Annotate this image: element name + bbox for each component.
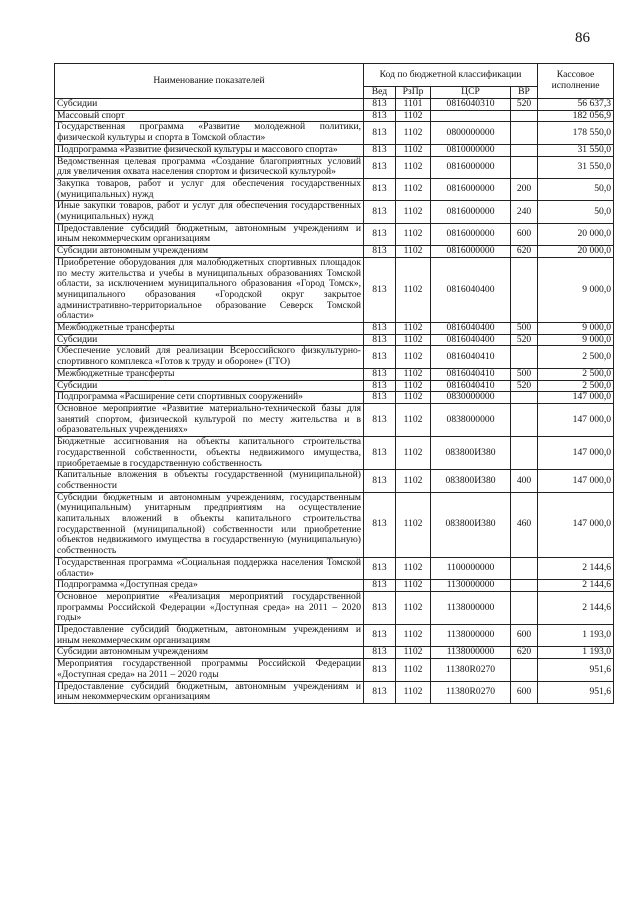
row-amount: 951,6: [538, 659, 614, 681]
table-row: [55, 178, 614, 200]
row-vr: [511, 122, 538, 144]
row-rzpr: 1102: [396, 380, 431, 392]
row-vr: [511, 144, 538, 156]
row-name: Основное мероприятие «Развитие материально-технической базы для занятий спортом, физической культурой по месту жительства и в образовательных учреждениях»: [55, 403, 364, 436]
row-vr: [511, 659, 538, 681]
row-ved: 813: [364, 492, 396, 557]
row-name: Предоставление субсидий бюджетным, автономным учреждениям и иным некоммерческим организациям: [55, 681, 364, 703]
row-name: Обеспечение условий для реализации Всероссийского физкультурно-спортивного комплекса «Готов к труду и обороне» (ГТО): [55, 346, 364, 368]
row-csr: 11380R0270: [431, 681, 511, 703]
table-row: [55, 470, 614, 492]
row-vr: [511, 403, 538, 436]
row-vr: 240: [511, 201, 538, 223]
row-rzpr: 1102: [396, 334, 431, 346]
row-vr: 520: [511, 380, 538, 392]
row-ved: 813: [364, 557, 396, 579]
row-amount: 147 000,0: [538, 403, 614, 436]
row-amount: 2 144,6: [538, 580, 614, 592]
row-ved: 813: [364, 647, 396, 659]
row-amount: 9 000,0: [538, 257, 614, 322]
row-rzpr: 1102: [396, 625, 431, 647]
row-rzpr: 1102: [396, 323, 431, 335]
row-rzpr: 1102: [396, 178, 431, 200]
row-name: Субсидии автономным учреждениям: [55, 647, 364, 659]
row-rzpr: 1102: [396, 368, 431, 380]
row-csr: 0800000000: [431, 122, 511, 144]
row-vr: [511, 257, 538, 322]
row-amount: 951,6: [538, 681, 614, 703]
table-row: [55, 368, 614, 380]
row-vr: 400: [511, 470, 538, 492]
row-rzpr: 1102: [396, 257, 431, 322]
row-csr: 0816040410: [431, 380, 511, 392]
row-name: Государственная программа «Социальная поддержка населения Томской области»: [55, 557, 364, 579]
row-csr: 0816000000: [431, 246, 511, 258]
row-amount: 178 550,0: [538, 122, 614, 144]
row-vr: [511, 156, 538, 178]
row-ved: 813: [364, 681, 396, 703]
row-vr: 500: [511, 368, 538, 380]
row-rzpr: 1102: [396, 681, 431, 703]
row-amount: 2 500,0: [538, 380, 614, 392]
row-ved: 813: [364, 659, 396, 681]
row-ved: 813: [364, 122, 396, 144]
table-row: [55, 392, 614, 404]
row-csr: 0810000000: [431, 144, 511, 156]
row-vr: 200: [511, 178, 538, 200]
row-amount: 20 000,0: [538, 223, 614, 245]
table-row: [55, 681, 614, 703]
row-amount: 147 000,0: [538, 470, 614, 492]
row-name: Межбюджетные трансферты: [55, 323, 364, 335]
row-vr: [511, 591, 538, 624]
row-name: Бюджетные ассигнования на объекты капитального строительства государственной собственности, объекты недвижимого имущества, приобретаемые в государственную собственность: [55, 437, 364, 470]
row-csr: 083800И380: [431, 470, 511, 492]
row-vr: [511, 346, 538, 368]
row-csr: 0830000000: [431, 392, 511, 404]
row-vr: 600: [511, 625, 538, 647]
row-rzpr: 1102: [396, 346, 431, 368]
row-name: Закупка товаров, работ и услуг для обеспечения государственных (муниципальных) нужд: [55, 178, 364, 200]
row-name: Приобретение оборудования для малобюджетных спортивных площадок по месту жительства и учебы в муниципальных образованиях Томской области, за исключением муниципального образования «Город Томск», муниципального образования «Городской округ закрытое административно-территориальное образование Северск Томской области»: [55, 257, 364, 322]
row-rzpr: 1102: [396, 392, 431, 404]
row-ved: 813: [364, 437, 396, 470]
table-row: [55, 156, 614, 178]
row-rzpr: 1102: [396, 403, 431, 436]
table-row: [55, 334, 614, 346]
row-name: Государственная программа «Развитие молодежной политики, физической культуры и спорта в Томской области»: [55, 122, 364, 144]
row-amount: 1 193,0: [538, 625, 614, 647]
row-vr: [511, 392, 538, 404]
table-row: [55, 323, 614, 335]
row-name: Капитальные вложения в объекты государственной (муниципальной) собственности: [55, 470, 364, 492]
row-vr: [511, 580, 538, 592]
row-csr: 1130000000: [431, 580, 511, 592]
row-csr: 11380R0270: [431, 659, 511, 681]
column-header-ved: Вед: [364, 87, 396, 99]
column-header-code-group: Код по бюджетной классификации: [364, 64, 538, 87]
row-csr: 0816040310: [431, 99, 511, 111]
table-row: [55, 346, 614, 368]
row-csr: 1138000000: [431, 591, 511, 624]
row-amount: 9 000,0: [538, 334, 614, 346]
table-row: [55, 110, 614, 122]
row-ved: 813: [364, 257, 396, 322]
column-header-amount: Кассовое исполнение: [538, 64, 614, 99]
row-vr: [511, 557, 538, 579]
row-csr: 0816000000: [431, 223, 511, 245]
row-rzpr: 1102: [396, 223, 431, 245]
row-name: Основное мероприятие «Реализация мероприятий государственной программы Российской Федерации «Доступная среда» на 2011 – 2020 годы»: [55, 591, 364, 624]
row-ved: 813: [364, 346, 396, 368]
row-name: Субсидии: [55, 380, 364, 392]
row-ved: 813: [364, 99, 396, 111]
row-amount: 9 000,0: [538, 323, 614, 335]
row-csr: 083800И380: [431, 437, 511, 470]
row-ved: 813: [364, 625, 396, 647]
row-ved: 813: [364, 144, 396, 156]
table-row: [55, 647, 614, 659]
column-header-name: Наименование показателей: [55, 64, 364, 99]
row-name: Ведомственная целевая программа «Создание благоприятных условий для увеличения охвата населения спортом и физической культурой»: [55, 156, 364, 178]
row-name: Мероприятия государственной программы Российской Федерации «Доступная среда» на 2011 – 2020 годы: [55, 659, 364, 681]
table-row: [55, 437, 614, 470]
row-vr: 460: [511, 492, 538, 557]
row-ved: 813: [364, 392, 396, 404]
row-amount: 147 000,0: [538, 437, 614, 470]
table-row: [55, 403, 614, 436]
row-name: Подпрограмма «Доступная среда»: [55, 580, 364, 592]
row-ved: 813: [364, 368, 396, 380]
table-row: [55, 99, 614, 111]
table-row: [55, 380, 614, 392]
row-amount: 1 193,0: [538, 647, 614, 659]
row-vr: 620: [511, 246, 538, 258]
row-name: Субсидии автономным учреждениям: [55, 246, 364, 258]
row-ved: 813: [364, 334, 396, 346]
row-vr: 500: [511, 323, 538, 335]
row-amount: 31 550,0: [538, 144, 614, 156]
row-rzpr: 1102: [396, 437, 431, 470]
row-amount: 182 056,9: [538, 110, 614, 122]
row-rzpr: 1101: [396, 99, 431, 111]
row-rzpr: 1102: [396, 591, 431, 624]
column-header-vr: ВР: [511, 87, 538, 99]
table-row: [55, 246, 614, 258]
row-ved: 813: [364, 246, 396, 258]
row-name: Межбюджетные трансферты: [55, 368, 364, 380]
row-name: Субсидии бюджетным и автономным учреждениям, государственным (муниципальным) унитарным предприятиям на осуществление капитальных вложений в объекты капитального строительства государственной (муниципальной) собственности или приобретение объектов недвижимого имущества в государственную (муниципальную) собственность: [55, 492, 364, 557]
table-row: [55, 492, 614, 557]
column-header-csr: ЦСР: [431, 87, 511, 99]
table-row: [55, 201, 614, 223]
row-csr: 1138000000: [431, 625, 511, 647]
row-csr: 1100000000: [431, 557, 511, 579]
row-ved: 813: [364, 156, 396, 178]
row-vr: [511, 110, 538, 122]
row-name: Субсидии: [55, 99, 364, 111]
page-number: 86: [575, 30, 590, 46]
table-row: [55, 580, 614, 592]
table-row: [55, 122, 614, 144]
row-name: Предоставление субсидий бюджетным, автономным учреждениям и иным некоммерческим организациям: [55, 223, 364, 245]
row-csr: 083800И380: [431, 492, 511, 557]
row-vr: 520: [511, 334, 538, 346]
row-ved: 813: [364, 223, 396, 245]
row-amount: 2 144,6: [538, 557, 614, 579]
row-ved: 813: [364, 591, 396, 624]
row-vr: 620: [511, 647, 538, 659]
table-row: [55, 659, 614, 681]
row-vr: 600: [511, 223, 538, 245]
row-ved: 813: [364, 380, 396, 392]
table-row: [55, 257, 614, 322]
row-ved: 813: [364, 178, 396, 200]
row-amount: 147 000,0: [538, 492, 614, 557]
row-csr: 0838000000: [431, 403, 511, 436]
row-amount: 56 637,3: [538, 99, 614, 111]
row-rzpr: 1102: [396, 122, 431, 144]
row-ved: 813: [364, 403, 396, 436]
row-vr: 600: [511, 681, 538, 703]
row-csr: 0816040410: [431, 368, 511, 380]
row-name: Подпрограмма «Расширение сети спортивных сооружений»: [55, 392, 364, 404]
table-row: [55, 144, 614, 156]
row-rzpr: 1102: [396, 557, 431, 579]
row-rzpr: 1102: [396, 156, 431, 178]
row-name: Предоставление субсидий бюджетным, автономным учреждениям и иным некоммерческим организациям: [55, 625, 364, 647]
row-amount: 31 550,0: [538, 156, 614, 178]
row-rzpr: 1102: [396, 246, 431, 258]
row-rzpr: 1102: [396, 470, 431, 492]
row-csr: 0816000000: [431, 178, 511, 200]
row-csr: 0816040400: [431, 323, 511, 335]
row-rzpr: 1102: [396, 647, 431, 659]
row-amount: 2 500,0: [538, 368, 614, 380]
row-amount: 2 144,6: [538, 591, 614, 624]
row-name: Подпрограмма «Развитие физической культуры и массового спорта»: [55, 144, 364, 156]
table-row: [55, 625, 614, 647]
row-csr: 0816000000: [431, 156, 511, 178]
row-csr: 0816040410: [431, 346, 511, 368]
row-rzpr: 1102: [396, 659, 431, 681]
row-amount: 2 500,0: [538, 346, 614, 368]
row-amount: 147 000,0: [538, 392, 614, 404]
table-body: [55, 99, 614, 704]
row-csr: 0816040400: [431, 334, 511, 346]
row-rzpr: 1102: [396, 201, 431, 223]
table-row: [55, 557, 614, 579]
row-csr: 0816040400: [431, 257, 511, 322]
row-amount: 20 000,0: [538, 246, 614, 258]
row-csr: 1138000000: [431, 647, 511, 659]
row-csr: 0816000000: [431, 201, 511, 223]
row-ved: 813: [364, 110, 396, 122]
row-rzpr: 1102: [396, 492, 431, 557]
row-amount: 50,0: [538, 201, 614, 223]
table-row: [55, 591, 614, 624]
row-vr: [511, 437, 538, 470]
budget-table: [54, 63, 614, 704]
row-name: Массовый спорт: [55, 110, 364, 122]
row-csr: [431, 110, 511, 122]
table-row: [55, 223, 614, 245]
row-ved: 813: [364, 201, 396, 223]
row-amount: 50,0: [538, 178, 614, 200]
row-ved: 813: [364, 470, 396, 492]
row-name: Иные закупки товаров, работ и услуг для обеспечения государственных (муниципальных) нужд: [55, 201, 364, 223]
column-header-rzpr: РзПр: [396, 87, 431, 99]
row-rzpr: 1102: [396, 144, 431, 156]
row-ved: 813: [364, 323, 396, 335]
row-rzpr: 1102: [396, 110, 431, 122]
row-rzpr: 1102: [396, 580, 431, 592]
row-ved: 813: [364, 580, 396, 592]
row-vr: 520: [511, 99, 538, 111]
row-name: Субсидии: [55, 334, 364, 346]
